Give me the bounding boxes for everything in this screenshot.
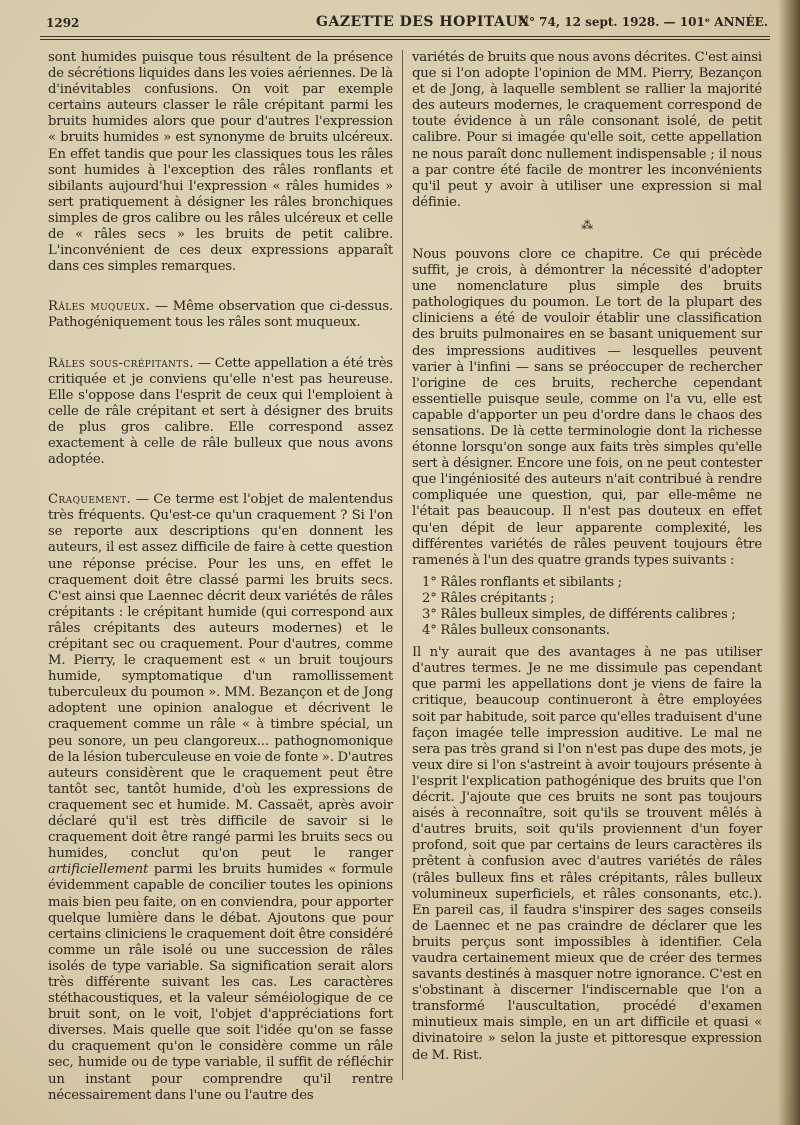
list-item: 3° Râles bulleux simples, de différents calibres ;: [422, 607, 736, 622]
paragraph: sont humides puisque tous résultent de la présence de sécrétions liquides dans les voies aériennes. De là d'inévitables confusions. On voit par exemple certains auteurs classer le râle crépitant parmi les bruits humides alors que pour d'autres l'expression « bruits humides » est synonyme de bruits ulcéreux. En effet tandis que pour les classiques tous les râles sont humides à l'exception des râles ronflants et sibilants aujourd'hui l'expression « râles humides » sert pratiquement à désigner les râles bronchiques simples de gros calibre ou les râles ulcéreux et celle de « râles secs » les bruits de petit calibre. L'inconvénient de ces deux expressions apparaît dans ces simples remarques.: [48, 50, 393, 275]
paragraph-craquement: [48, 492, 393, 1104]
publication-title: GAZETTE DES HOPITAUX: [316, 14, 530, 30]
paragraph-rales-muqueux: [48, 299, 393, 331]
list-item: 2° Râles crépitants ;: [422, 590, 555, 606]
paragraph-rales-sous-crepitants: [48, 356, 393, 469]
paragraph-text: parmi les bruits humides « formule évidemment capable de concilier toutes les opinions mais bien peu faite, on en conviendra, pour apporter quelque lumière dans le débat. Ajoutons que pour certains cliniciens le craquement doit être considéré comme un râle isolé ou une succession de râles isolés de type variable. Sa signification serait alors très différente suivant les cas. Les caractères stéthacoustiques, et la valeur séméiologique de ce bruit sont, on le voit, l'objet d'appréciations fort diverses. Mais quelle que soit l'idée qu'on se fasse du craquement qu'on le considère comme un râle sec, humide ou de type variable, il suffit de réfléchir un instant pour comprendre qu'il rentre nécessairement dans l'une ou l'autre des: [48, 862, 393, 1103]
header-rule-bottom: [40, 39, 770, 40]
section-heading: Craquement.: [48, 492, 132, 508]
section-heading: Râles sous-crépitants.: [48, 355, 194, 371]
paragraph-text: — Ce terme est l'objet de malentendus très fréquents. Qu'est-ce qu'un craquement ? Si l'on se reporte aux descriptions qu'en donnent les auteurs, il est assez difficile de faire à cette question une réponse précise. Pour les uns, en effet le craquement doit être classé parmi les bruits secs. C'est ainsi que Laennec décrit deux variétés de râles crépitants : le crépitant humide (qui correspond aux râles crépitants des auteurs modernes) et le crépitant sec ou craquement. Pour d'autres, comme M. Pierry, le craquement est « un bruit toujours humide, symptomatique d'un ramollissement tuberculeux du poumon ». MM. Bezançon et de Jong adoptent une opinion analogue et décrivent le craquement comme un râle « à timbre spécial, un peu sonore, un peu clangoreux... pathognomonique de la lésion tuberculeuse en voie de fonte ». D'autres auteurs considèrent que le craquement peut être tantôt sec, tantôt humide, d'où les expressions de craquement sec et humide. M. Cassaët, après avoir déclaré qu'il est très difficile de savoir si le craquement doit être rangé parmi les bruits secs ou humides, conclut qu'on peut le ranger: [48, 492, 393, 862]
page-edge-shadow: [778, 0, 800, 1125]
left-column: [48, 50, 393, 1104]
paragraph-text: — Cette appellation a été très critiquée et je conviens qu'elle n'est pas heureuse. Elle s'oppose dans l'esprit de ceux qui l'emploient à celle de râle crépitant et sert à désigner des bruits de plus gros calibre. Elle correspond assez exactement à celle de râle bulleux que nous avons adoptée.: [48, 355, 393, 468]
page-number: 1292: [46, 16, 80, 30]
section-separator-stars: ⁂: [581, 217, 593, 232]
list-item: 4° Râles bulleux consonants.: [422, 623, 610, 639]
issue-info: N° 74, 12 sept. 1928. — 101ᵉ ANNÉE.: [518, 15, 768, 29]
right-column: [412, 50, 762, 1064]
types-list: [422, 575, 762, 639]
header-rule-top: [40, 36, 770, 37]
italic-term: artificiellement: [48, 862, 149, 878]
paragraph-text: — Même observation que ci-dessus. Pathogéniquement tous les râles sont muqueux.: [48, 299, 393, 331]
section-heading: Râles muqueux.: [48, 299, 151, 315]
list-item: 1° Râles ronflants et sibilants ;: [422, 574, 622, 590]
page-header: [36, 12, 776, 34]
column-divider: [402, 50, 403, 1080]
paragraph: Il n'y aurait que des avantages à ne pas utiliser d'autres termes. Je ne me dissimule pas cependant que parmi les appellations dont je viens de faire la critique, beaucoup continueront à être employées soit par habitude, soit parce qu'elles traduisent d'une façon imagée telle impression auditive. Le mal ne sera pas très grand si l'on n'est pas dupe des mots, je veux dire si l'on s'astreint à avoir toujours présente à l'esprit l'explication pathogénique des bruits que l'on décrit. J'ajoute que ces bruits ne sont pas toujours aisés à reconnaître, soit qu'ils se trouvent mêlés à d'autres bruits, soit qu'ils proviennent d'un foyer profond, soit que par certains de leurs caractères ils prêtent à confusion avec d'autres variétés de râles (râles bulleux fins et râles crépitants, râles bulleux volumineux superficiels, et râles consonants, etc.). En pareil cas, il faudra s'inspirer des sages conseils de Laennec et ne pas craindre de déclarer que les bruits perçus sont impossibles à identifier. Cela vaudra certainement mieux que de créer des termes savants destinés à masquer notre ignorance. C'est en s'obstinant à discerner l'indiscernable que l'on a transformé l'auscultation, procédé d'examen minutieux mais simple, en un art difficile et quasi « divinatoire » selon la juste et pittoresque expression de M. Rist.: [412, 645, 762, 1063]
paragraph: Nous pouvons clore ce chapitre. Ce qui précède suffit, je crois, à démontrer la nécessité d'adopter une nomenclature plus simple des bruits pathologiques du poumon. Le tort de la plupart des cliniciens a été de vouloir établir une classification des bruits pulmonaires en se basant uniquement sur des impressions auditives — lesquelles peuvent varier à l'infini — sans se préoccuper de rechercher l'origine de ces bruits, recherche cependant essentielle puisque seule, comme on l'a vu, elle est capable d'apporter un peu d'ordre dans le chaos des sensations. De là cette terminologie dont la richesse étonne lorsqu'on songe aux faits très simples qu'elle sert à désigner. Encore une fois, on ne peut contester que l'ingéniosité des auteurs n'ait contribué à rendre compliquée une question, qui, par elle-même ne l'était pas beaucoup. Il n'est pas douteux en effet qu'en dépit de leur apparente complexité, les différentes variétés de râles peuvent toujours être ramenés à l'un des quatre grands types suivants :: [412, 246, 762, 568]
paragraph: variétés de bruits que nous avons décrites. C'est ainsi que si l'on adopte l'opinion de MM. Pierry, Bezançon et de Jong, à laquelle semblent se rallier la majorité des auteurs modernes, le craquement correspond de toute évidence à un râle consonant isolé, de petit calibre. Pour si imagée qu'elle soit, cette appellation ne nous paraît donc nullement indispensable ; il nous a par contre été facile de montrer les inconvénients qu'il peut y avoir à utiliser une expression si mal définie.: [412, 50, 762, 210]
